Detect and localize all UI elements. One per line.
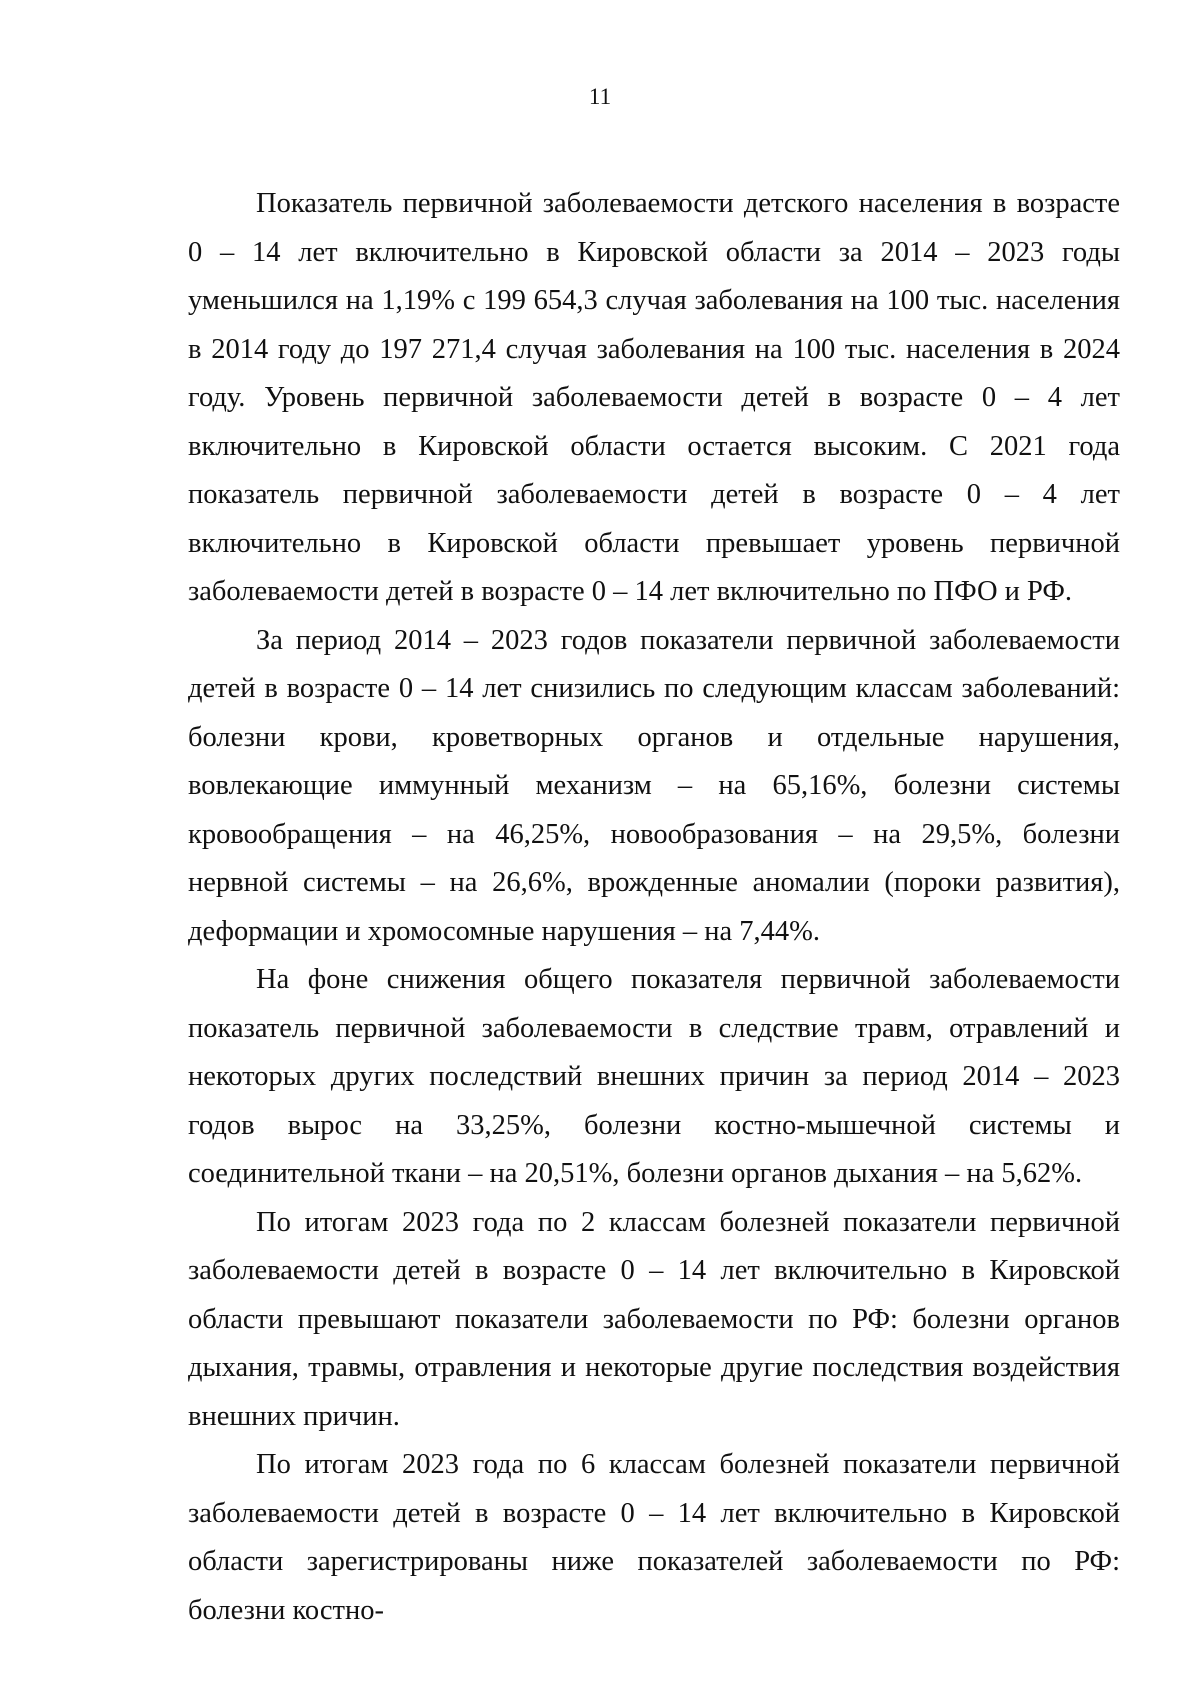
paragraph-decreased-classes: За период 2014 – 2023 годов показатели первичной заболеваемости детей в возрасте 0 – 14 лет снизились по следующим классам заболеваний: болезни крови, кроветворных органов и отдельные нарушения, вовлекающие иммунный механизм – на 65,16%, болезни системы кровообращения – на 46,25%, новообразования – на 29,5%, болезни нервной системы – на 26,6%, врожденные аномалии (пороки развития), деформации и хромосомные нарушения – на 7,44%. <box>188 624 1120 947</box>
page-number: 11 <box>588 84 612 109</box>
paragraph-above-rf-classes: По итогам 2023 года по 2 классам болезней показатели первичной заболеваемости детей в возрасте 0 – 14 лет включительно в Кировской области превышают показатели заболеваемости по РФ: болезни органов дыхания, травмы, отравления и некоторые другие последствия воздействия внешних причин. <box>188 1206 1120 1432</box>
paragraph-increased-classes: На фоне снижения общего показателя первичной заболеваемости показатель первичной заболеваемости в следствие травм, отравлений и некоторых других последствий внешних причин за период 2014 – 2023 годов вырос на 33,25%, болезни костно-мышечной системы и соединительной ткани – на 20,51%, болезни органов дыхания – на 5,62%. <box>188 964 1120 1189</box>
paragraph-below-rf-classes: По итогам 2023 года по 6 классам болезней показатели первичной заболеваемости детей в возрасте 0 – 14 лет включительно в Кировской области зарегистрированы ниже показателей заболеваемости по РФ: болезни костно- <box>188 1449 1120 1626</box>
paragraph-primary-morbidity-overview: Показатель первичной заболеваемости детского населения в возрасте 0 – 14 лет включительно в Кировской области за 2014 – 2023 годы уменьшился на 1,19% с 199 654,3 случая заболевания на 100 тыс. населения в 2014 году до 197 271,4 случая заболевания на 100 тыс. населения в 2024 году. Уровень первичной заболеваемости детей в возрасте 0 – 4 лет включительно в Кировской области остается высоким. С 2021 года показатель первичной заболеваемости детей в возрасте 0 – 4 лет включительно в Кировской области превышает уровень первичной заболеваемости детей в возрасте 0 – 14 лет включительно по ПФО и РФ. <box>188 188 1120 607</box>
body-text <box>188 180 1120 1635</box>
